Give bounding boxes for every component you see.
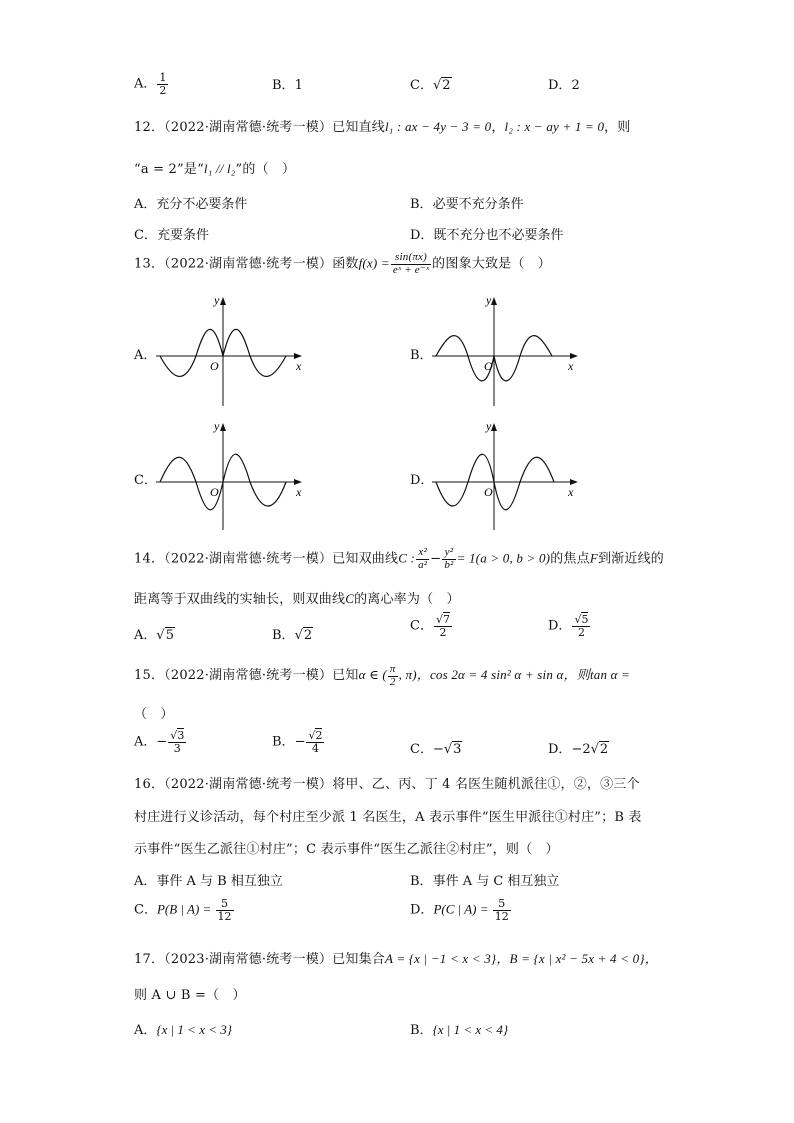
option-label: B． <box>272 78 295 93</box>
q14-frac-x: $\frac{\text{x²}}{\text{a²}}$ <box>418 546 428 571</box>
q13-graph-a[interactable] <box>152 292 308 410</box>
x-label: x <box>296 359 302 373</box>
option-label: A． <box>134 734 157 750</box>
q13-func: f(x) = <box>358 255 390 271</box>
option-label: A． <box>134 1023 157 1038</box>
q15-equation: ，cos 2α = 4 sin² α + sin α，则 <box>416 667 590 683</box>
q12-stem-line1: 12．（2022·湖南常德·统考一模）已知直线l₁ : ax − 4y − 3 = 0，l₂ : x − ay + 1 = 0，则 <box>134 119 631 135</box>
q15-option-a-value: $\frac{√3}{3}$ <box>170 729 185 755</box>
q13-stem <box>134 252 551 276</box>
q14-curve: C : <box>398 550 416 566</box>
q12-ask: ”的（ ） <box>235 162 296 177</box>
q14-c: C <box>345 591 355 606</box>
q13-graph-d[interactable] <box>428 418 584 536</box>
q11-option-a-value: $\frac{1}{2}$ <box>159 71 167 97</box>
q16-stem-line2: 村庄进行义诊活动，每个村庄至少派 1 名医生，A 表示事件“医生甲派往①村庄”；B 表 <box>134 810 642 825</box>
q17-stem-line1 <box>134 948 658 967</box>
origin-label: O <box>210 359 219 373</box>
q12-line-l2: l₂ : x − ay + 1 = 0 <box>504 119 605 134</box>
q15-stem-line2: （ ） <box>134 707 174 722</box>
q14-option-c[interactable] <box>410 614 453 638</box>
q14-text2: 到渐近线的 <box>597 551 664 567</box>
option-label: B． <box>410 874 433 889</box>
option-label: A． <box>134 348 157 363</box>
option-label: D． <box>410 228 434 243</box>
option-label: B． <box>410 348 433 363</box>
q17-text: 17．（2023·湖南常德·统考一模）已知集合 <box>134 952 385 967</box>
q14-frac-y: $\frac{\text{y²}}{\text{b²}}$ <box>444 546 454 571</box>
q13-denominator: eˣ + e⁻ˣ <box>392 263 430 276</box>
q15-option-a[interactable]: A．− $\frac{√3}{3}$ <box>134 729 185 755</box>
y-label: y <box>214 293 220 307</box>
q16-option-d[interactable]: D．P(C | A) = $\frac{5}{12}$ <box>410 897 509 923</box>
option-label: C． <box>410 618 433 634</box>
q11-option-d[interactable] <box>548 74 580 93</box>
x-label: x <box>568 485 574 499</box>
option-value: 既不充分也不必要条件 <box>433 228 564 243</box>
option-label: C． <box>134 473 157 488</box>
q12-stem-line2 <box>134 158 295 177</box>
option-label: C． <box>134 228 157 243</box>
origin-label: O <box>484 485 493 499</box>
y-label: y <box>486 419 492 433</box>
q17-stem-line2: 则 A ∪ B =（ ） <box>134 988 246 1003</box>
q14-option-b-value: √2 <box>294 628 313 643</box>
option-label: A． <box>134 628 157 643</box>
q13-ask: 的图象大致是（ ） <box>432 256 551 272</box>
q14-option-b[interactable] <box>272 624 313 643</box>
q12-option-d[interactable] <box>410 224 563 243</box>
option-label: A． <box>134 197 157 212</box>
q16-option-c-frac: $\frac{5}{12}$ <box>217 897 232 923</box>
option-value: 1 <box>294 78 303 93</box>
q14-option-a[interactable] <box>134 624 175 643</box>
q14-option-d-value: $\frac{√5}{2}$ <box>574 613 589 639</box>
option-label: B． <box>410 197 433 212</box>
option-value: 充要条件 <box>156 228 209 243</box>
option-value: 事件 A 与 B 相互独立 <box>156 874 283 889</box>
option-value: {x | 1 < x < 3} <box>156 1022 232 1037</box>
q11-option-c[interactable] <box>410 74 452 93</box>
q17-option-a[interactable] <box>134 1019 232 1038</box>
q12-option-b[interactable] <box>410 193 524 212</box>
option-label: D． <box>548 78 572 93</box>
q17-option-b[interactable] <box>410 1019 508 1038</box>
q13-graph-c[interactable] <box>152 418 308 536</box>
q14-text3: 距离等于双曲线的实轴长，则双曲线 <box>134 592 346 607</box>
q14-text: 14．（2022·湖南常德·统考一模）已知双曲线 <box>134 551 399 567</box>
q12-relation: l₁ // l₂ <box>203 161 236 176</box>
q16-option-b[interactable] <box>410 870 559 889</box>
option-label: D． <box>410 902 434 918</box>
q15-option-c-value: √3 <box>443 742 462 757</box>
option-label: D． <box>548 742 572 757</box>
q13-text: 13．（2022·湖南常德·统考一模）函数 <box>134 256 359 272</box>
q15-option-b-value: $\frac{√2}{4}$ <box>308 729 323 755</box>
q12-option-a[interactable] <box>134 193 247 212</box>
q16-option-d-frac: $\frac{5}{12}$ <box>494 897 509 923</box>
q15-condition: α ∈ ( $\frac{\pi}{2}$ , π) <box>358 663 417 688</box>
option-label: B． <box>410 1023 433 1038</box>
option-label: B． <box>272 734 295 750</box>
q12-option-c[interactable] <box>134 224 209 243</box>
origin-label: O <box>210 485 219 499</box>
q13-graph-b[interactable] <box>428 292 584 410</box>
q16-option-a[interactable] <box>134 870 283 889</box>
x-label: x <box>568 359 574 373</box>
y-axis-arrow <box>491 297 497 305</box>
option-label: A． <box>134 76 157 92</box>
y-label: y <box>214 419 220 433</box>
option-value: {x | 1 < x < 4} <box>432 1022 509 1037</box>
q14-stem-line1: 14．（2022·湖南常德·统考一模）已知双曲线C : $\frac{\text{x²}}{\text{a²}}$ − $\frac{\text{y²}}{\text{b²}}$ = 1(a > 0, b > 0)的焦点F到渐近线的 <box>134 546 664 571</box>
option-value: 必要不充分条件 <box>432 197 524 212</box>
option-value: 事件 A 与 C 相互独立 <box>432 874 560 889</box>
q13-numerator: sin(πx) <box>391 252 431 265</box>
q12-text: 12．（2022·湖南常德·统考一模）已知直线 <box>134 120 385 135</box>
q14-option-a-value: √5 <box>156 628 174 643</box>
x-label: x <box>296 485 302 499</box>
q15-text: 15．（2022·湖南常德·统考一模）已知 <box>134 668 359 684</box>
q14-condition: = 1(a > 0, b > 0) <box>456 550 551 566</box>
option-value: 充分不必要条件 <box>156 197 248 212</box>
y-axis-arrow <box>491 423 497 431</box>
y-axis-arrow <box>220 423 226 431</box>
q15-tan: tan α = <box>589 667 631 683</box>
y-label: y <box>486 293 492 307</box>
option-value: 2 <box>571 78 580 93</box>
origin-label: O <box>484 359 493 373</box>
q15-option-d-value: √2 <box>590 742 609 757</box>
q12-line-l1: l₁ : ax − 4y − 3 = 0 <box>385 119 492 134</box>
q11-option-c-value: √2 <box>432 78 451 93</box>
q14-focus: F <box>589 550 598 566</box>
option-label: B． <box>272 628 295 643</box>
q14-ask: 的离心率为（ ） <box>354 592 460 607</box>
q12-tail: ，则 <box>604 120 631 135</box>
option-label: D． <box>548 618 572 634</box>
q15-option-c[interactable]: C．−√3 <box>410 742 462 757</box>
q11-option-a[interactable] <box>134 72 169 96</box>
option-label: C． <box>410 742 433 757</box>
q15-option-b[interactable]: B．− $\frac{√2}{4}$ <box>272 729 323 755</box>
q15-stem-line1 <box>134 664 630 688</box>
option-label: A． <box>134 874 157 889</box>
q15-option-d[interactable]: D．−2√2 <box>548 742 609 757</box>
option-label: D． <box>410 473 434 488</box>
q14-option-d[interactable] <box>548 614 591 638</box>
q17-set-a: A = {x | −1 < x < 3} <box>385 951 497 966</box>
q13-fraction <box>391 252 431 276</box>
q16-stem-line1: 16．（2022·湖南常德·统考一模）将甲、乙、丙、丁 4 名医生随机派往①，②，③三个 <box>134 777 640 792</box>
q14-stem-line2 <box>134 588 460 607</box>
option-label: C． <box>410 78 433 93</box>
q16-option-c[interactable]: C．P(B | A) = $\frac{5}{12}$ <box>134 897 232 923</box>
y-axis-arrow <box>220 297 226 305</box>
q12-cond: “a = 2”是“ <box>134 162 204 177</box>
q17-set-b: ，B = {x | x² − 5x + 4 < 0}， <box>496 951 658 966</box>
option-label: C． <box>134 902 157 918</box>
q16-stem-line3: 示事件“医生乙派往①村庄”；C 表示事件“医生乙派往②村庄”，则（ ） <box>134 842 559 857</box>
q14-focus-text: 的焦点 <box>550 551 590 567</box>
q14-option-c-value: $\frac{√7}{2}$ <box>435 613 450 639</box>
q11-option-b[interactable] <box>272 74 303 93</box>
